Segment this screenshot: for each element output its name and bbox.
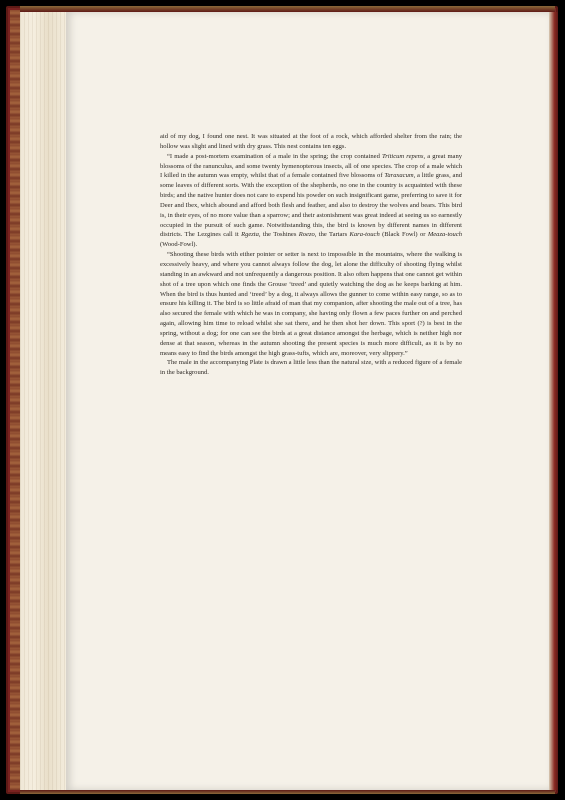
page-text-block bbox=[160, 132, 462, 378]
text-segment: (Wood-Fowl). bbox=[160, 241, 198, 249]
bottom-gilt-edge bbox=[20, 790, 555, 794]
book-page bbox=[66, 12, 549, 790]
text-segment: “I made a post-mortem examination of a male in the spring; the crop contained bbox=[167, 152, 382, 160]
italic-term: Roezo bbox=[298, 231, 315, 239]
text-segment: (Black Fowl) or bbox=[379, 231, 428, 239]
italic-term: Meaza-touch bbox=[427, 231, 462, 239]
text-segment: , a great many blossoms of the ranunculus, and some twenty hymenopterous insects, all of one species. The crop of a male which I killed in the autumn was empty, whilst that of a female contained five blossoms of bbox=[160, 152, 462, 180]
text-segment: aid of my dog, I found one nest. It was situated at the foot of a rock, which afforded shelter from the rain; the hollow was slight and lined with dry grass. This nest contains ten eggs. bbox=[160, 133, 462, 150]
text-segment: , the Tartars bbox=[314, 231, 350, 239]
paragraph bbox=[160, 152, 462, 250]
italic-term: Taraxacum bbox=[384, 172, 414, 180]
text-segment: “Shooting these birds with either pointer or setter is next to impossible in the mountains, where the walking is excessively heavy, and where you cannot always follow the dog, let alone the difficulty of shooting flying whilst standing in an awkward and not unfrequently a dangerous position. It also often happens that one cannot get within shot of a tree upon which one finds the Grouse ‘treed’ and quietly watching the dog as he keeps barking at him. When the bird is thus hunted and ‘treed’ by a dog, it always allows the gunner to come within easy range, so as to ensure his killing it. The bird is so little afraid of man that my companion, after shooting the male out of a tree, has also secured the female with which he was in company, she having only flown a few paces further on and perched again, allowing him time to reload whilst she sat there, and he then shot her down. This sport (?) is best in the spring, without a dog; for one can see the birds at a great distance amongst the herbage, which is neither high nor dense at that season, whereas in the autumn shooting the present species is much more difficult, as it is by no means easy to find the birds amongst the high grass-tufts, which are, moreover, very slippery.” bbox=[160, 251, 462, 357]
italic-term: Rgezta bbox=[241, 231, 259, 239]
paragraph bbox=[160, 250, 462, 358]
text-segment: , a little grass, and some leaves of different sorts. With the exception of the shepherds, no one in the country is acquainted with these birds; and the native hunter does not care to expend his powder on such insignificant game, preferring to save it for Deer and Ibex, which abound and afford both flesh and feather, and also to destroy the wolves and bears. This bird is, in their eyes, of no more value than a sparrow; and their astonishment was great indeed at seeing us so earnestly occupied in the pursuit of such game. Notwithstanding this, the bird is known by different names in different districts. The Lezgines call it bbox=[160, 172, 462, 239]
text-segment: The male in the accompanying Plate is drawn a little less than the natural size, with a reduced figure of a female in the background. bbox=[160, 359, 462, 377]
italic-term: Triticum repens bbox=[381, 152, 424, 160]
text-segment: , the Toshines bbox=[258, 231, 299, 239]
right-cover-edge bbox=[549, 12, 558, 790]
spine-gilt-tooling bbox=[10, 10, 20, 790]
stacked-page-edges bbox=[20, 12, 66, 790]
paragraph bbox=[160, 132, 462, 152]
paragraph bbox=[160, 358, 462, 378]
italic-term: Kara-touch bbox=[349, 231, 380, 239]
